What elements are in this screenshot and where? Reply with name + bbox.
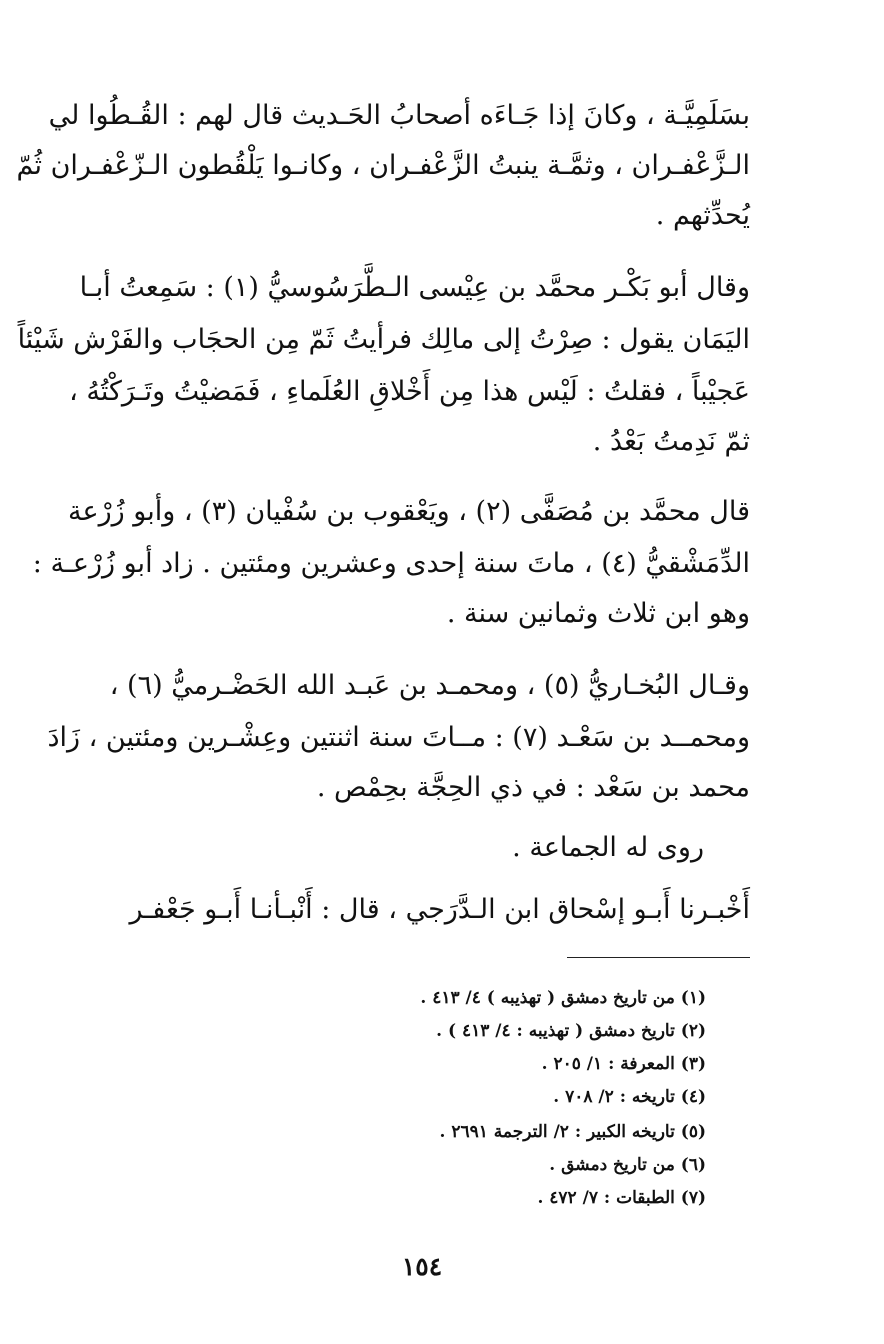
body-line-14: روى له الجماعة . [512,832,704,863]
body-line-15: أَخْبـرنا أَبـو إسْحاق ابن الـدَّرَجي ، قال : أَنْبـأنـا أَبـو جَعْفـر [129,894,750,925]
footnote-3: (٣) المعرفة : ١/ ٢٠٥ . [541,1054,706,1074]
body-line-9: الدِّمَشْقيُّ (٤) ، ماتَ سنة إحدى وعشرين ومئتين . زاد أبو زُرْعـة : [32,548,750,579]
body-line-10: وهو ابن ثلاث وثمانين سنة . [446,598,750,629]
body-line-6: عَجيْباً ، فقلتُ : لَيْس هذا مِن أَخْلاقِ العُلَماءِ ، فَمَضيْتُ وتَـرَكْتُهُ ، [69,376,750,407]
page-number: ١٥٤ [401,1252,443,1281]
body-line-5: اليَمَان يقول : صِرْتُ إلى مالِك فرأيتُ ثَمّ مِن الحجَاب والفَرْش شَيْئاً [17,324,750,355]
footnote-1: (١) من تاريخ دمشق ( تهذيبه ) ٤/ ٤١٣ . [420,988,706,1008]
body-line-12: ومحمــد بن سَعْـد (٧) : مــاتَ سنة اثنتين وعِشْـرين ومئتين ، زَادَ [47,722,750,753]
body-line-8: قال محمَّد بن مُصَفَّى (٢) ، ويَعْقوب بن سُفْيان (٣) ، وأبو زُرْعة [68,496,750,527]
body-line-7: ثمّ نَدِمتُ بَعْدُ . [592,426,750,457]
body-line-11: وقـال البُخـاريُّ (٥) ، ومحمـد بن عَبـد الله الحَضْـرميُّ (٦) ، [109,670,750,701]
body-line-2: الـزَّعْفـران ، وثمَّـة ينبتُ الزَّعْفـران ، وكانـوا يَلْقُطون الـزّعْفـران ثُمّ [16,150,750,181]
footnote-4: (٤) تاريخه : ٢/ ٧٠٨ . [553,1087,706,1107]
footnote-5: (٥) تاريخه الكبير : ٢/ الترجمة ٢٦٩١ . [439,1122,706,1142]
body-line-4: وقال أبو بَكْـر محمَّد بن عِيْسى الـطَّرَسُوسيُّ (١) : سَمِعتُ أبـا [79,272,750,303]
body-line-13: محمد بن سَعْد : في ذي الحِجَّة بحِمْص . [316,772,750,803]
footnote-6: (٦) من تاريخ دمشق . [549,1155,706,1175]
footnote-2: (٢) تاريخ دمشق ( تهذيبه : ٤/ ٤١٣ ) . [436,1021,706,1041]
body-line-1: بسَلَمِيَّـة ، وكانَ إذا جَـاءَه أصحابُ الحَـديث قال لهم : القُـطُوا لي [48,100,750,131]
body-line-3: يُحدِّثهم . [655,200,750,231]
footnote-separator [567,957,750,958]
footnote-7: (٧) الطبقات : ٧/ ٤٧٢ . [537,1188,706,1208]
